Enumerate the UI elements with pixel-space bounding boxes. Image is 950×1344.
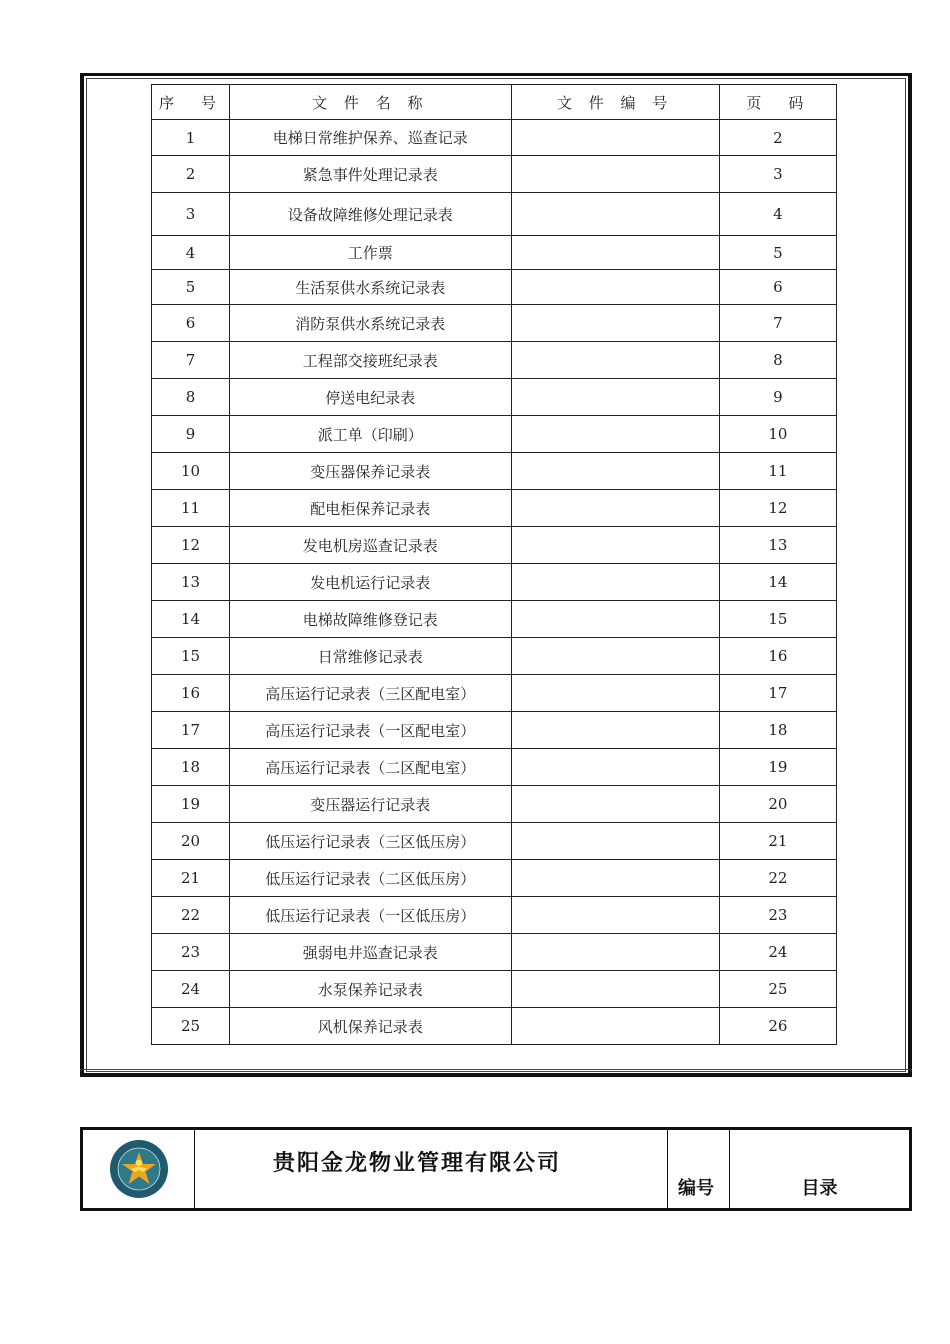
table-row xyxy=(152,823,837,860)
row-page: 8 xyxy=(719,342,836,379)
row-file-name: 生活泵供水系统记录表 xyxy=(230,270,511,305)
table-row xyxy=(152,120,837,156)
row-number: 16 xyxy=(152,675,230,712)
table-row xyxy=(152,236,837,270)
row-page: 15 xyxy=(719,601,836,638)
table-row xyxy=(152,860,837,897)
row-page: 5 xyxy=(719,236,836,270)
table-row xyxy=(152,786,837,823)
table-row xyxy=(152,305,837,342)
row-number: 10 xyxy=(152,453,230,490)
table-row xyxy=(152,934,837,971)
row-file-code xyxy=(511,156,719,193)
row-page: 26 xyxy=(719,1008,836,1045)
table-row xyxy=(152,638,837,675)
row-page: 12 xyxy=(719,490,836,527)
table-row xyxy=(152,897,837,934)
row-number: 2 xyxy=(152,156,230,193)
row-page: 21 xyxy=(719,823,836,860)
row-file-code xyxy=(511,453,719,490)
row-file-name: 电梯日常维护保养、巡查记录 xyxy=(230,120,511,156)
row-file-code xyxy=(511,379,719,416)
row-number: 15 xyxy=(152,638,230,675)
row-file-code xyxy=(511,270,719,305)
code-label: 编号 xyxy=(678,1178,714,1199)
frame-bottom-rule xyxy=(80,1069,912,1070)
row-file-name: 消防泵供水系统记录表 xyxy=(230,305,511,342)
table-row xyxy=(152,490,837,527)
row-page: 25 xyxy=(719,971,836,1008)
header-code: 文 件 编 号 xyxy=(511,85,719,120)
row-page: 3 xyxy=(719,156,836,193)
row-file-code xyxy=(511,897,719,934)
row-page: 17 xyxy=(719,675,836,712)
row-number: 7 xyxy=(152,342,230,379)
row-file-code xyxy=(511,971,719,1008)
row-file-code xyxy=(511,564,719,601)
row-file-code xyxy=(511,342,719,379)
row-file-name: 工程部交接班纪录表 xyxy=(230,342,511,379)
toc-body xyxy=(152,120,837,1045)
row-file-name: 变压器保养记录表 xyxy=(230,453,511,490)
row-file-name: 变压器运行记录表 xyxy=(230,786,511,823)
row-file-code xyxy=(511,120,719,156)
row-file-name: 发电机运行记录表 xyxy=(230,564,511,601)
header-no: 序 号 xyxy=(152,85,230,120)
row-file-code xyxy=(511,749,719,786)
company-logo-icon xyxy=(109,1139,169,1199)
row-number: 4 xyxy=(152,236,230,270)
row-number: 13 xyxy=(152,564,230,601)
table-row xyxy=(152,601,837,638)
row-number: 5 xyxy=(152,270,230,305)
logo-cell xyxy=(83,1130,195,1208)
toc-header-row xyxy=(152,85,837,120)
table-row xyxy=(152,342,837,379)
row-number: 1 xyxy=(152,120,230,156)
row-page: 16 xyxy=(719,638,836,675)
row-file-code xyxy=(511,236,719,270)
company-name: 贵阳金龙物业管理有限公司 xyxy=(273,1151,562,1176)
row-page: 9 xyxy=(719,379,836,416)
row-number: 8 xyxy=(152,379,230,416)
row-file-name: 低压运行记录表（一区低压房） xyxy=(230,897,511,934)
row-file-code xyxy=(511,490,719,527)
row-file-name: 设备故障维修处理记录表 xyxy=(230,193,511,236)
table-row xyxy=(152,564,837,601)
row-file-code xyxy=(511,860,719,897)
table-row xyxy=(152,193,837,236)
row-page: 13 xyxy=(719,527,836,564)
row-file-name: 风机保养记录表 xyxy=(230,1008,511,1045)
document-title: 目录 xyxy=(801,1178,838,1199)
row-file-code xyxy=(511,527,719,564)
row-file-code xyxy=(511,934,719,971)
row-file-name: 电梯故障维修登记表 xyxy=(230,601,511,638)
row-page: 10 xyxy=(719,416,836,453)
row-number: 22 xyxy=(152,897,230,934)
row-page: 11 xyxy=(719,453,836,490)
table-row xyxy=(152,453,837,490)
row-page: 19 xyxy=(719,749,836,786)
row-file-name: 高压运行记录表（二区配电室） xyxy=(230,749,511,786)
row-number: 20 xyxy=(152,823,230,860)
row-number: 23 xyxy=(152,934,230,971)
row-number: 14 xyxy=(152,601,230,638)
row-number: 12 xyxy=(152,527,230,564)
row-number: 17 xyxy=(152,712,230,749)
row-page: 2 xyxy=(719,120,836,156)
header-name: 文 件 名 称 xyxy=(230,85,511,120)
table-row xyxy=(152,379,837,416)
table-row xyxy=(152,270,837,305)
row-page: 14 xyxy=(719,564,836,601)
row-page: 18 xyxy=(719,712,836,749)
row-file-name: 派工单（印刷） xyxy=(230,416,511,453)
footer-block xyxy=(80,1127,912,1211)
row-page: 7 xyxy=(719,305,836,342)
row-file-code xyxy=(511,1008,719,1045)
title-cell xyxy=(730,1130,909,1208)
code-cell xyxy=(668,1130,730,1208)
row-file-name: 发电机房巡查记录表 xyxy=(230,527,511,564)
row-file-name: 强弱电井巡查记录表 xyxy=(230,934,511,971)
table-row xyxy=(152,675,837,712)
row-page: 4 xyxy=(719,193,836,236)
row-number: 6 xyxy=(152,305,230,342)
row-file-name: 高压运行记录表（一区配电室） xyxy=(230,712,511,749)
row-file-code xyxy=(511,601,719,638)
table-row xyxy=(152,749,837,786)
table-row xyxy=(152,1008,837,1045)
row-file-name: 日常维修记录表 xyxy=(230,638,511,675)
row-file-name: 紧急事件处理记录表 xyxy=(230,156,511,193)
header-page: 页 码 xyxy=(719,85,836,120)
row-file-name: 工作票 xyxy=(230,236,511,270)
table-row xyxy=(152,712,837,749)
row-page: 22 xyxy=(719,860,836,897)
row-file-name: 停送电纪录表 xyxy=(230,379,511,416)
row-file-name: 低压运行记录表（三区低压房） xyxy=(230,823,511,860)
row-number: 25 xyxy=(152,1008,230,1045)
row-number: 19 xyxy=(152,786,230,823)
table-row xyxy=(152,971,837,1008)
row-file-name: 高压运行记录表（三区配电室） xyxy=(230,675,511,712)
table-row xyxy=(152,527,837,564)
table-row xyxy=(152,156,837,193)
row-file-code xyxy=(511,193,719,236)
row-file-code xyxy=(511,416,719,453)
row-number: 3 xyxy=(152,193,230,236)
row-page: 20 xyxy=(719,786,836,823)
row-file-name: 水泵保养记录表 xyxy=(230,971,511,1008)
row-page: 6 xyxy=(719,270,836,305)
row-file-code xyxy=(511,675,719,712)
row-number: 24 xyxy=(152,971,230,1008)
row-number: 21 xyxy=(152,860,230,897)
row-file-name: 配电柜保养记录表 xyxy=(230,490,511,527)
row-file-name: 低压运行记录表（二区低压房） xyxy=(230,860,511,897)
row-number: 9 xyxy=(152,416,230,453)
table-row xyxy=(152,416,837,453)
row-file-code xyxy=(511,823,719,860)
row-page: 24 xyxy=(719,934,836,971)
row-file-code xyxy=(511,638,719,675)
row-number: 11 xyxy=(152,490,230,527)
row-number: 18 xyxy=(152,749,230,786)
row-file-code xyxy=(511,712,719,749)
company-cell xyxy=(195,1130,668,1208)
toc-table xyxy=(151,84,837,1045)
row-file-code xyxy=(511,786,719,823)
row-page: 23 xyxy=(719,897,836,934)
row-file-code xyxy=(511,305,719,342)
